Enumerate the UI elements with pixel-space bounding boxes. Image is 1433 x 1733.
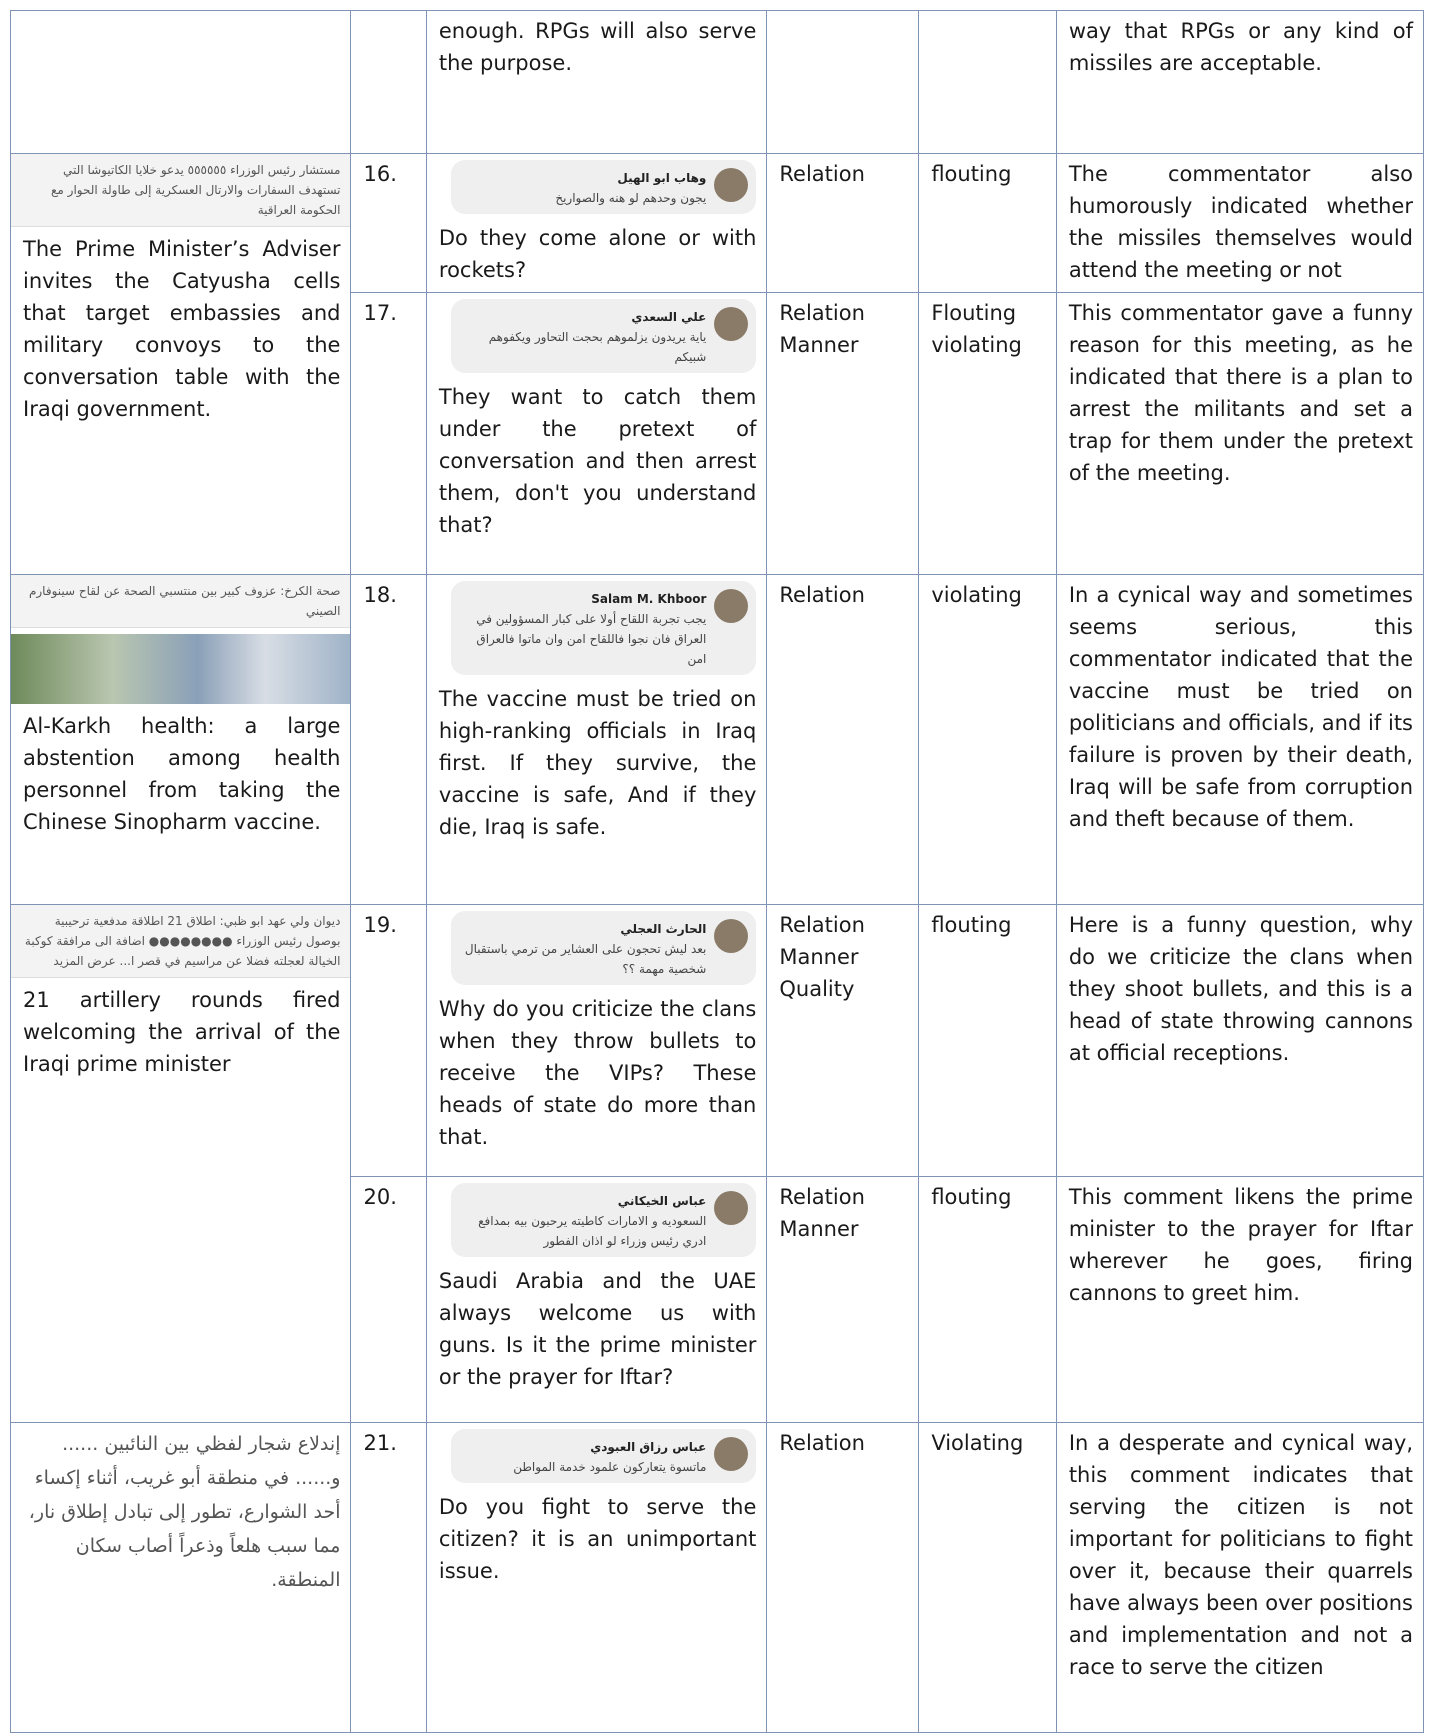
table-row xyxy=(11,154,1424,293)
maxim-cell: Relation xyxy=(767,575,919,905)
comment-cell xyxy=(426,1423,766,1733)
comment-translation: The vaccine must be tried on high-ranking officials in Iraq first. If they survive, the vaccine is safe, And if they die, Iraq is safe. xyxy=(438,687,757,839)
comment-arabic: بعد ليش تحجون على العشاير من ترمي باستقبال شخصية مهمة ؟؟ xyxy=(464,942,707,976)
post-cell xyxy=(11,905,351,1423)
post-screenshot: صحة الكرخ: عزوف كبير بين منتسبي الصحة عن لقاح سينوفارم الصيني xyxy=(11,575,350,628)
analysis-table xyxy=(10,10,1424,1733)
comment-translation: Do you fight to serve the citizen? it is an unimportant issue. xyxy=(438,1495,757,1583)
comment-arabic: يجون وحدهم لو هنه والصواريخ xyxy=(555,191,707,205)
analysis-cell: In a cynical way and sometimes seems serious, this commentator indicated that the vaccine must be tried on politicians and officials, and if its failure is proven by their death, Iraq will be safe from corruption and theft because of them. xyxy=(1056,575,1423,905)
maxim-cell: Relation xyxy=(767,154,919,293)
type-cell: Flouting violating xyxy=(919,293,1057,575)
type-cell: violating xyxy=(919,575,1057,905)
comment-arabic: ماتسوة يتعاركون علمود خدمة المواطن xyxy=(513,1460,707,1474)
comment-screenshot xyxy=(451,581,756,675)
comment-author: Salam M. Khboor xyxy=(591,592,707,606)
comment-cell xyxy=(426,1177,766,1423)
avatar xyxy=(714,919,748,953)
comment-translation: Saudi Arabia and the UAE always welcome us with guns. Is it the prime minister or the prayer for Iftar? xyxy=(438,1269,757,1389)
comment-screenshot xyxy=(451,1429,756,1483)
table-row xyxy=(11,905,1424,1177)
comment-cell xyxy=(426,905,766,1177)
post-cell xyxy=(11,11,351,154)
comment-translation: They want to catch them under the pretext of conversation and then arrest them, don't you understand that? xyxy=(438,385,757,537)
table-row xyxy=(11,575,1424,905)
comment-arabic: ياية يريدون يزلموهم بحجت التحاور ويكفوهم شبيكم xyxy=(488,330,707,364)
comment-arabic: السعوديه و الامارات كاطيته يرحبون بيه بمدافع ادري رئيس وزراء لو اذان الفطور xyxy=(478,1214,707,1248)
comment-screenshot xyxy=(451,160,756,214)
post-cell xyxy=(11,154,351,575)
comment-screenshot xyxy=(451,299,756,373)
comment-author: عباس رزاق العبودي xyxy=(590,1440,707,1454)
comment-author: عباس الخيكاني xyxy=(617,1194,707,1208)
table-row xyxy=(11,11,1424,154)
analysis-cell: Here is a funny question, why do we criticize the clans when they shoot bullets, and this is a head of state throwing cannons at official receptions. xyxy=(1056,905,1423,1177)
comment-translation: enough. RPGs will also serve the purpose. xyxy=(438,19,757,75)
comment-author: وهاب ابو الهيل xyxy=(617,171,707,185)
number-cell: 18. xyxy=(351,575,426,905)
type-cell: Violating xyxy=(919,1423,1057,1733)
avatar xyxy=(714,168,748,202)
post-screenshot: مستشار رئيس الوزراء ٥٥٥٥٥٥ يدعو خلايا الكاتيوشا التي تستهدف السفارات والارتال العسكرية إلى طاولة الحوار مع الحكومة العراقية xyxy=(11,154,350,227)
comment-screenshot xyxy=(451,911,756,985)
comment-arabic: يجب تجربة اللقاح أولا على كبار المسؤولين في العراق فان نجوا فاللقاح امن وان ماتوا فالعراق امن xyxy=(476,612,707,666)
post-translation: 21 artillery rounds fired welcoming the arrival of the Iraqi prime minister xyxy=(23,988,341,1076)
maxim-cell: Relation Manner Quality xyxy=(767,905,919,1177)
avatar xyxy=(714,1191,748,1225)
post-cell xyxy=(11,1423,351,1733)
type-cell: flouting xyxy=(919,905,1057,1177)
maxim-cell: Relation Manner xyxy=(767,293,919,575)
avatar xyxy=(714,589,748,623)
number-cell xyxy=(351,11,426,154)
maxim-cell: Relation Manner xyxy=(767,1177,919,1423)
comment-author: علي السعدي xyxy=(631,310,707,324)
post-photo xyxy=(11,634,350,704)
analysis-cell: This comment likens the prime minister to the prayer for Iftar wherever he goes, firing cannons to greet him. xyxy=(1056,1177,1423,1423)
comment-screenshot xyxy=(451,1183,756,1257)
avatar xyxy=(714,1437,748,1471)
number-cell: 19. xyxy=(351,905,426,1177)
comment-translation: Why do you criticize the clans when they throw bullets to receive the VIPs? These heads of state do more than that. xyxy=(438,997,757,1149)
comment-translation: Do they come alone or with rockets? xyxy=(438,226,757,282)
type-cell: flouting xyxy=(919,154,1057,293)
avatar xyxy=(714,307,748,341)
post-translation: The Prime Minister’s Adviser invites the Catyusha cells that target embassies and military convoys to the conversation table with the Iraqi government. xyxy=(23,237,341,421)
type-cell: flouting xyxy=(919,1177,1057,1423)
post-translation: Al-Karkh health: a large abstention among health personnel from taking the Chinese Sinopharm vaccine. xyxy=(23,714,341,834)
comment-cell xyxy=(426,154,766,293)
analysis-cell: The commentator also humorously indicated whether the missiles themselves would attend the meeting or not xyxy=(1056,154,1423,293)
number-cell: 16. xyxy=(351,154,426,293)
comment-cell xyxy=(426,293,766,575)
post-cell xyxy=(11,575,351,905)
analysis-cell: This commentator gave a funny reason for this meeting, as he indicated that there is a plan to arrest the militants and set a trap for them under the pretext of the meeting. xyxy=(1056,293,1423,575)
analysis-cell: In a desperate and cynical way, this comment indicates that serving the citizen is not important for politicians to fight over it, because their quarrels have always been over positions and implementation and not a race to serve the citizen xyxy=(1056,1423,1423,1733)
number-cell: 20. xyxy=(351,1177,426,1423)
comment-cell xyxy=(426,11,766,154)
post-screenshot: ديوان ولي عهد ابو ظبي: اطلاق 21 اطلاقة مدفعية ترحيبية بوصول رئيس الوزراء ●●●●●●●● اضافة الى مرافقة كوكبة الخيالة لعجلته فضلا عن مراسيم في قصر ا... عرض المزيد xyxy=(11,905,350,978)
comment-author: الحارث العجلي xyxy=(620,922,707,936)
maxim-cell: Relation xyxy=(767,1423,919,1733)
comment-cell xyxy=(426,575,766,905)
analysis-cell: way that RPGs or any kind of missiles are acceptable. xyxy=(1056,11,1423,154)
type-cell xyxy=(919,11,1057,154)
table-row xyxy=(11,1423,1424,1733)
post-screenshot: إندلاع شجار لفظي بين النائبين ...... و...... في منطقة أبو غريب، أثناء إكساء أحد الشوارع، تطور إلى تبادل إطلاق نار، مما سبب هلعاً وذعراً أصاب سكان المنطقة. xyxy=(28,1433,341,1591)
maxim-cell xyxy=(767,11,919,154)
number-cell: 21. xyxy=(351,1423,426,1733)
number-cell: 17. xyxy=(351,293,426,575)
